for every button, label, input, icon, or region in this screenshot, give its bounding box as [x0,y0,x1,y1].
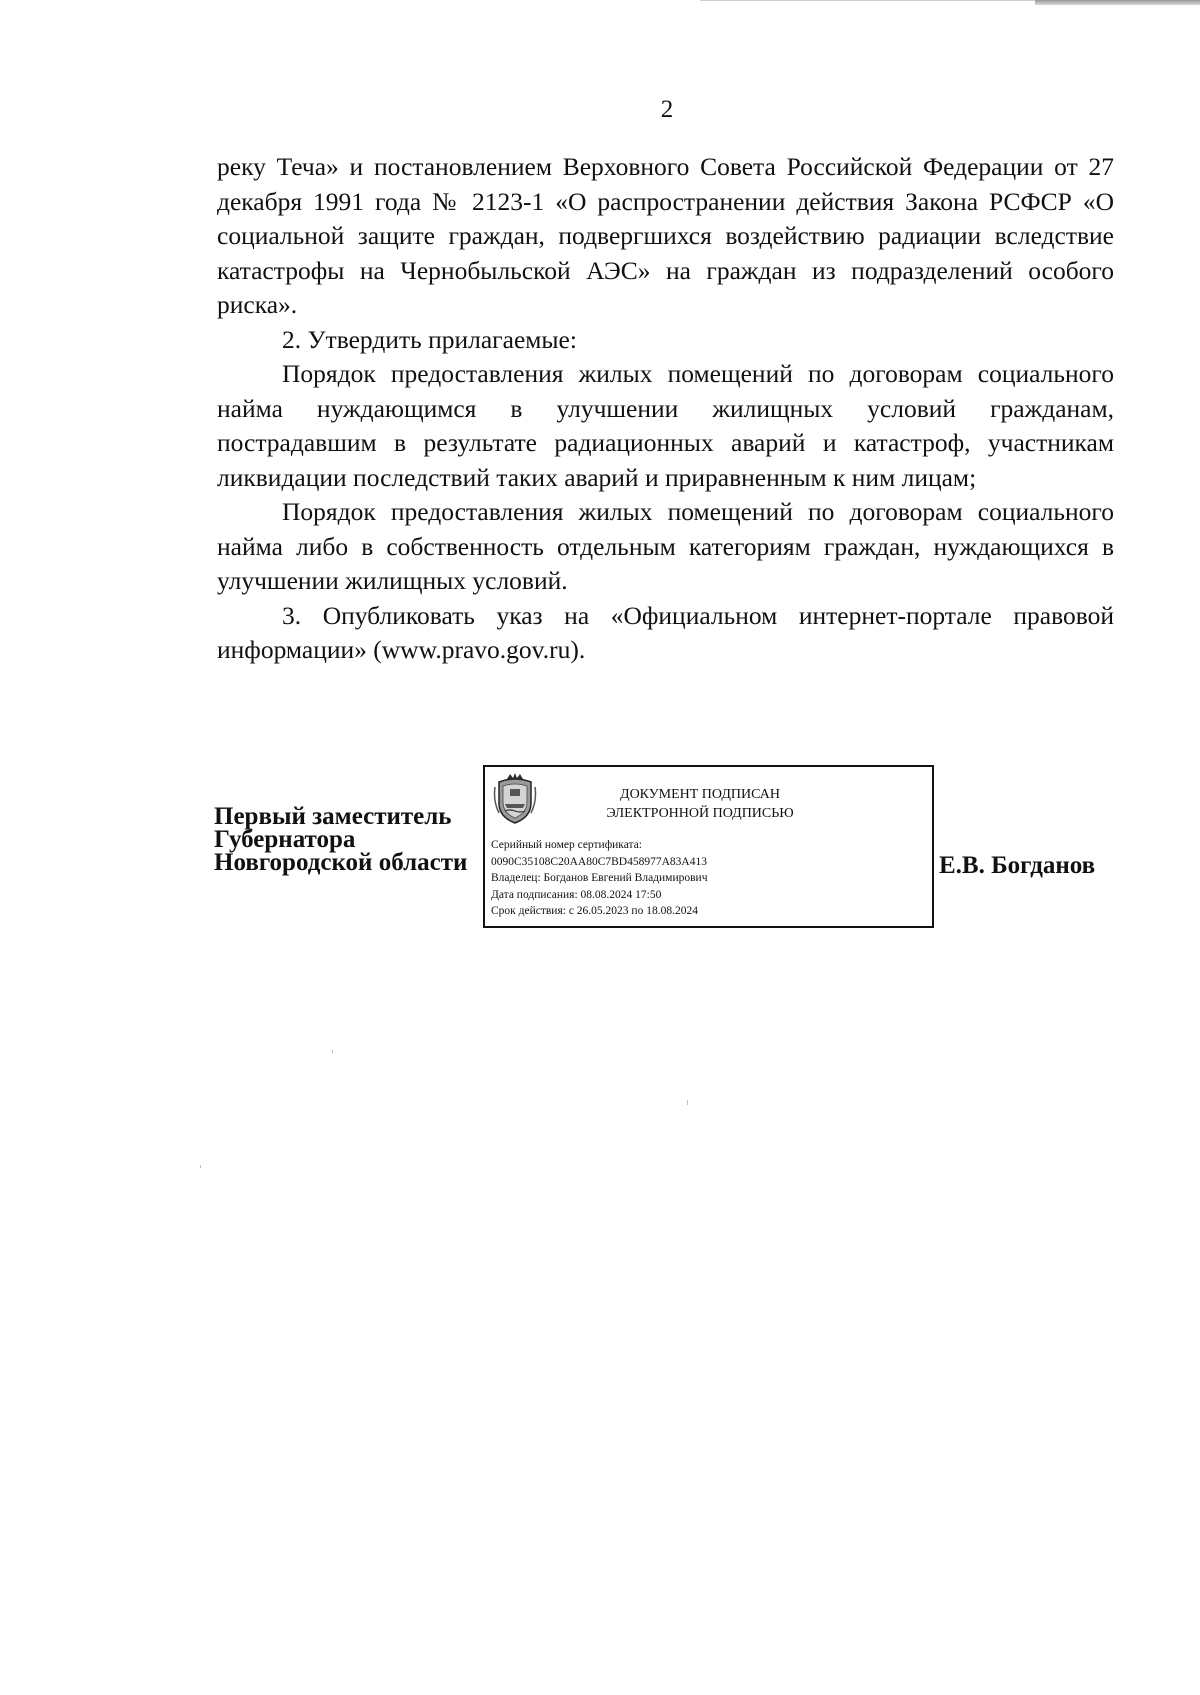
signer-position [214,805,467,874]
signing-date: Дата подписания: 08.08.2024 17:50 [491,888,662,901]
scan-speck [200,1165,201,1168]
certificate-serial: 0090C35108C20AA80C7BD458977A83A413 [491,855,707,868]
signer-position-line: Новгородской области [214,849,468,876]
signer-position-line: Губернатора [214,826,356,853]
paragraph-procedure-2: Порядок предоставления жилых помещений по договорам социального найма либо в собственность отдельным категориям граждан, нуждающихся в улучшении жилищных условий. [217,497,1114,595]
stamp-certificate-details [491,837,707,920]
signer-position-line: Первый заместитель [214,803,452,830]
electronic-signature-stamp [483,765,934,928]
stamp-heading-line: ЭЛЕКТРОННОЙ ПОДПИСЬЮ [606,806,794,821]
stamp-heading-line: ДОКУМЕНТ ПОДПИСАН [620,787,780,802]
paragraph-continuation: реку Теча» и постановлением Верховного Совета Российской Федерации от 27 декабря 1991 года № 2123-1 «О распространении действия Закона РСФСР «О социальной защите граждан, подвергшихся воздействию радиации вследствие катастрофы на Чернобыльской АЭС» на граждан из подразделений особого риска». [217,152,1114,319]
certificate-validity: Срок действия: с 26.05.2023 по 18.08.2024 [491,905,698,917]
certificate-owner: Владелец: Богданов Евгений Владимирович [491,872,708,884]
signer-name: Е.В. Богданов [939,852,1096,879]
scan-speck [332,1050,333,1053]
certificate-serial-label: Серийный номер сертификата: [491,839,642,851]
signature-block [0,765,1200,945]
scan-edge-artifact [700,0,1035,1]
paragraph-procedure-1: Порядок предоставления жилых помещений по договорам социального найма нуждающимся в улучшении жилищных условий гражданам, пострадавшим в результате радиационных аварий и катастроф, участникам ликвидации последствий таких аварий и приравненным к ним лицам; [217,359,1114,492]
paragraph-item-3: 3. Опубликовать указ на «Официальном интернет-портале правовой информации» (www.pravo.gov.ru). [217,600,1114,664]
novgorod-coat-of-arms-icon [493,773,537,825]
scan-speck [687,1100,688,1105]
paragraph-item-2: 2. Утвердить прилагаемые: [282,324,577,354]
page-number: 2 [660,96,674,123]
scan-edge-artifact [1035,0,1200,5]
document-body [217,150,1114,668]
stamp-heading [560,785,840,823]
